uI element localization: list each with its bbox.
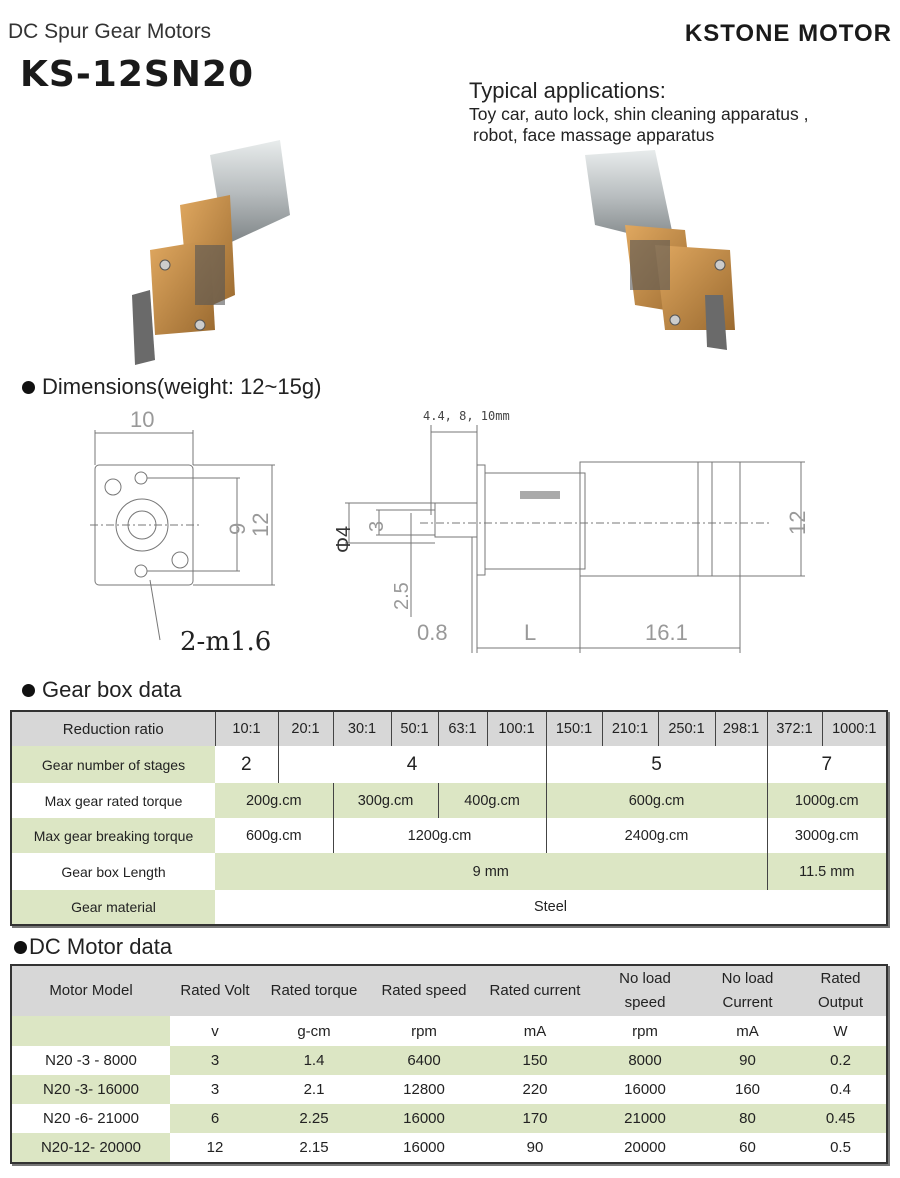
table-row xyxy=(12,853,886,890)
cell: 150 xyxy=(480,1046,590,1075)
cell: 300g.cm xyxy=(333,783,438,818)
ratio-header: 30:1 xyxy=(333,712,391,746)
cell: 3000g.cm xyxy=(767,818,886,853)
dim-gear-len: L xyxy=(524,620,537,645)
ratio-header: 210:1 xyxy=(602,712,658,746)
model-title: KS-12SN20 xyxy=(20,54,255,95)
ratio-header: 10:1 xyxy=(215,712,278,746)
bullet-icon xyxy=(22,684,35,697)
table-row xyxy=(12,1133,886,1162)
gearbox-table xyxy=(10,710,888,926)
ratio-header: 1000:1 xyxy=(822,712,886,746)
header-row xyxy=(12,966,886,1016)
cell: 12800 xyxy=(368,1075,480,1104)
row-label: Max gear rated torque xyxy=(12,783,215,818)
cell: 1.4 xyxy=(260,1046,368,1075)
cell: 600g.cm xyxy=(215,818,333,853)
gearbox-title: Gear box data xyxy=(42,677,182,702)
cell: 90 xyxy=(480,1133,590,1162)
motor-title: DC Motor data xyxy=(29,934,173,959)
motor-photo-left xyxy=(110,135,310,370)
table-row xyxy=(12,818,886,853)
cell: N20 -3- 16000 xyxy=(12,1075,170,1104)
cell: 0.5 xyxy=(795,1133,886,1162)
table-row xyxy=(12,746,886,783)
cell: 400g.cm xyxy=(438,783,546,818)
bullet-icon xyxy=(22,381,35,394)
cell: Rated Volt xyxy=(170,966,260,1016)
table-row xyxy=(12,783,886,818)
cell: 90 xyxy=(700,1046,795,1075)
cell: 2 xyxy=(215,746,278,783)
cell: 7 xyxy=(767,746,886,783)
dim-plate: 0.8 xyxy=(417,620,448,645)
cell: rpm xyxy=(368,1016,480,1046)
gearbox-heading xyxy=(22,677,181,703)
table-row xyxy=(12,1075,886,1104)
ratio-header: 100:1 xyxy=(487,712,546,746)
cell: 6 xyxy=(170,1104,260,1133)
cell: N20-12- 20000 xyxy=(12,1133,170,1162)
cell: 1200g.cm xyxy=(333,818,546,853)
cell: mA xyxy=(480,1016,590,1046)
cell: 21000 xyxy=(590,1104,700,1133)
row-label: Gear number of stages xyxy=(12,746,215,783)
cell: No load Current xyxy=(700,966,795,1016)
cell: 0.45 xyxy=(795,1104,886,1133)
cell: 5 xyxy=(546,746,767,783)
cell: v xyxy=(170,1016,260,1046)
dim-shaft-len: 4.4, 8, 10mm xyxy=(423,409,510,423)
ratio-header: 20:1 xyxy=(278,712,333,746)
cell: N20 -3 - 8000 xyxy=(12,1046,170,1075)
cell: g-cm xyxy=(260,1016,368,1046)
bullet-icon xyxy=(14,941,27,954)
applications-line: robot, face massage apparatus xyxy=(473,125,715,145)
ratio-header: 298:1 xyxy=(715,712,767,746)
cell: Rated torque xyxy=(260,966,368,1016)
cell: Motor Model xyxy=(12,966,170,1016)
motor-photo-right xyxy=(555,135,755,370)
cell: 16000 xyxy=(590,1075,700,1104)
dim-width: 10 xyxy=(130,407,155,432)
row-label: Gear material xyxy=(12,890,215,924)
cell: 0.2 xyxy=(795,1046,886,1075)
table-row xyxy=(12,1046,886,1075)
cell: 16000 xyxy=(368,1133,480,1162)
cell: Rated speed xyxy=(368,966,480,1016)
cell: 20000 xyxy=(590,1133,700,1162)
motor-table xyxy=(10,964,888,1164)
ratio-header: 50:1 xyxy=(391,712,438,746)
dim-flat: 3 xyxy=(366,520,388,532)
cell: 60 xyxy=(700,1133,795,1162)
cell: 6400 xyxy=(368,1046,480,1075)
ratio-header: 63:1 xyxy=(438,712,487,746)
cell: W xyxy=(795,1016,886,1046)
row-label: Max gear breaking torque xyxy=(12,818,215,853)
cell: 80 xyxy=(700,1104,795,1133)
dim-holes: 2-m1.6 xyxy=(180,627,272,657)
cell: No load speed xyxy=(590,966,700,1016)
cell: 16000 xyxy=(368,1104,480,1133)
cell: 0.4 xyxy=(795,1075,886,1104)
cell: 200g.cm xyxy=(215,783,333,818)
table-row xyxy=(12,1104,886,1133)
cell: mA xyxy=(700,1016,795,1046)
cell: Rated Output xyxy=(795,966,886,1016)
cell: Steel xyxy=(215,890,886,924)
dim-motor-len: 16.1 xyxy=(645,620,688,645)
dimension-drawing xyxy=(0,395,900,665)
series-title: DC Spur Gear Motors xyxy=(8,20,212,43)
dim-offset: 2.5 xyxy=(391,582,413,610)
cell: 3 xyxy=(170,1046,260,1075)
applications-line: Toy car, auto lock, shin cleaning apparatus , xyxy=(469,104,809,124)
applications-title: Typical applications: xyxy=(469,78,666,103)
cell: 220 xyxy=(480,1075,590,1104)
row-label: Gear box Length xyxy=(12,853,215,890)
dimensions-title: Dimensions(weight: 12~15g) xyxy=(42,374,322,399)
cell: 12 xyxy=(170,1133,260,1162)
ratio-header: 372:1 xyxy=(767,712,822,746)
cell: 9 mm xyxy=(215,853,767,890)
header-reduction-ratio: Reduction ratio xyxy=(62,720,164,738)
ratio-header: 150:1 xyxy=(546,712,602,746)
cell: N20 -6- 21000 xyxy=(12,1104,170,1133)
table-row xyxy=(12,890,886,924)
cell xyxy=(12,1016,170,1046)
cell: 2.25 xyxy=(260,1104,368,1133)
dim-hole-spacing: 9 xyxy=(225,522,250,535)
cell: 2.15 xyxy=(260,1133,368,1162)
cell: 3 xyxy=(170,1075,260,1104)
cell: 2400g.cm xyxy=(546,818,767,853)
ratio-header: 250:1 xyxy=(658,712,715,746)
dim-height: 12 xyxy=(248,512,273,537)
cell: 160 xyxy=(700,1075,795,1104)
cell: 4 xyxy=(278,746,546,783)
dim-phi: Φ4 xyxy=(333,525,355,553)
dim-motor-h: 12 xyxy=(785,510,810,535)
cell: rpm xyxy=(590,1016,700,1046)
motor-heading xyxy=(14,934,172,960)
units-row xyxy=(12,1016,886,1046)
cell: 170 xyxy=(480,1104,590,1133)
cell: 600g.cm xyxy=(546,783,767,818)
cell: 2.1 xyxy=(260,1075,368,1104)
cell: 1000g.cm xyxy=(767,783,886,818)
cell: 11.5 mm xyxy=(767,853,886,890)
cell: 8000 xyxy=(590,1046,700,1075)
cell: Rated current xyxy=(480,966,590,1016)
brand-name: KSTONE MOTOR xyxy=(684,20,892,47)
